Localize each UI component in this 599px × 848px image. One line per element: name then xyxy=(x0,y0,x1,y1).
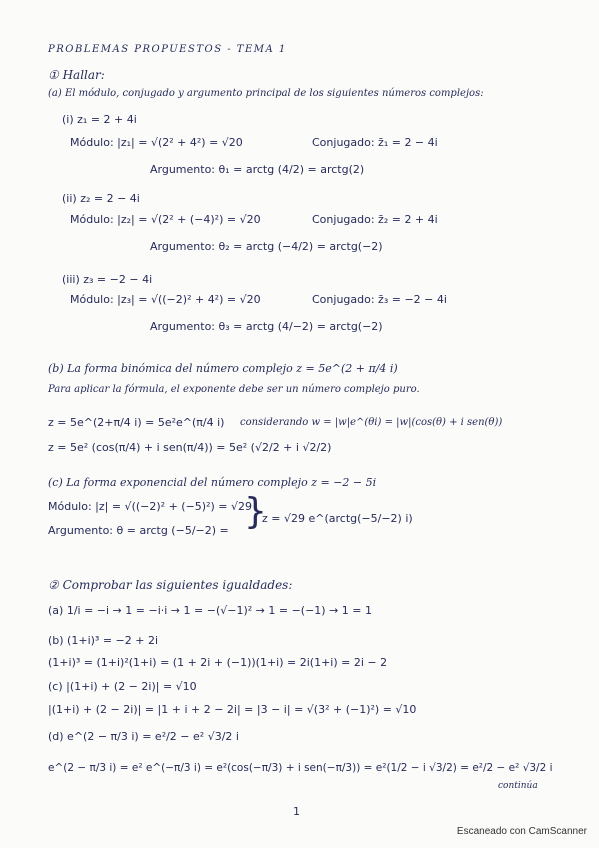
case-iii-argument: Argumento: θ₃ = arctg (4/−2) = arctg(−2) xyxy=(150,320,383,333)
case-iii-label: (iii) z₃ = −2 − 4i xyxy=(62,273,153,286)
case-i-argument: Argumento: θ₁ = arctg (4/2) = arctg(2) xyxy=(150,163,365,176)
page-number: 1 xyxy=(293,805,300,818)
grouping-brace: } xyxy=(244,491,267,532)
problem-2c-work: |(1+i) + (2 − 2i)| = |1 + i + 2 − 2i| = |3 − i| = √(3² + (−1)²) = √10 xyxy=(48,703,417,716)
problem-1b-eq1: z = 5e^(2+π/4 i) = 5e²e^(π/4 i) xyxy=(48,416,225,429)
problem-1a-intro: (a) El módulo, conjugado y argumento principal de los siguientes números complejos: xyxy=(48,88,484,99)
case-i-modulus: Módulo: |z₁| = √(2² + 4²) = √20 xyxy=(70,136,243,149)
problem-2d: (d) e^(2 − π/3 i) = e²/2 − e² √3/2 i xyxy=(48,730,239,743)
problem-2a: (a) 1/i = −i → 1 = −i·i → 1 = −(√−1)² → 1 = −(−1) → 1 = 1 xyxy=(48,604,373,617)
problem-1b-eq2: z = 5e² (cos(π/4) + i sen(π/4)) = 5e² (√2/2 + i √2/2) xyxy=(48,441,332,454)
problem-1c-argument: Argumento: θ = arctg (−5/−2) = xyxy=(48,524,229,537)
case-ii-modulus: Módulo: |z₂| = √(2² + (−4)²) = √20 xyxy=(70,213,261,226)
problem-1b-note: Para aplicar la fórmula, el exponente debe ser un número complejo puro. xyxy=(48,384,420,395)
problem-1b-intro: (b) La forma binómica del número complejo z = 5e^(2 + π/4 i) xyxy=(48,362,398,375)
problem-1b-consider: considerando w = |w|e^(θi) = |w|(cos(θ) + i sen(θ)) xyxy=(240,417,503,428)
case-iii-conjugate: Conjugado: z̄₃ = −2 − 4i xyxy=(312,293,447,306)
case-i-conjugate: Conjugado: z̄₁ = 2 − 4i xyxy=(312,136,438,149)
problem-1c-result: z = √29 e^(arctg(−5/−2) i) xyxy=(262,512,413,525)
page-title: PROBLEMAS PROPUESTOS - TEMA 1 xyxy=(48,44,287,55)
problem-1-heading: ① Hallar: xyxy=(48,68,105,82)
case-ii-label: (ii) z₂ = 2 − 4i xyxy=(62,192,140,205)
continues-note: continúa xyxy=(498,781,538,791)
problem-2b-work: (1+i)³ = (1+i)²(1+i) = (1 + 2i + (−1))(1+i) = 2i(1+i) = 2i − 2 xyxy=(48,656,388,669)
scanner-watermark: Escaneado con CamScanner xyxy=(456,826,587,837)
problem-1c-modulus: Módulo: |z| = √((−2)² + (−5)²) = √29 xyxy=(48,500,252,513)
case-ii-conjugate: Conjugado: z̄₂ = 2 + 4i xyxy=(312,213,438,226)
problem-2d-work: e^(2 − π/3 i) = e² e^(−π/3 i) = e²(cos(−π/3) + i sen(−π/3)) = e²(1/2 − i √3/2) = e²/2 − e² √3/2 i xyxy=(48,762,553,774)
problem-2c: (c) |(1+i) + (2 − 2i)| = √10 xyxy=(48,680,197,693)
problem-1c-intro: (c) La forma exponencial del número complejo z = −2 − 5i xyxy=(48,476,377,489)
problem-2b: (b) (1+i)³ = −2 + 2i xyxy=(48,634,159,647)
case-iii-modulus: Módulo: |z₃| = √((−2)² + 4²) = √20 xyxy=(70,293,261,306)
problem-2-heading: ② Comprobar las siguientes igualdades: xyxy=(48,578,293,592)
case-i-label: (i) z₁ = 2 + 4i xyxy=(62,113,137,126)
case-ii-argument: Argumento: θ₂ = arctg (−4/2) = arctg(−2) xyxy=(150,240,383,253)
